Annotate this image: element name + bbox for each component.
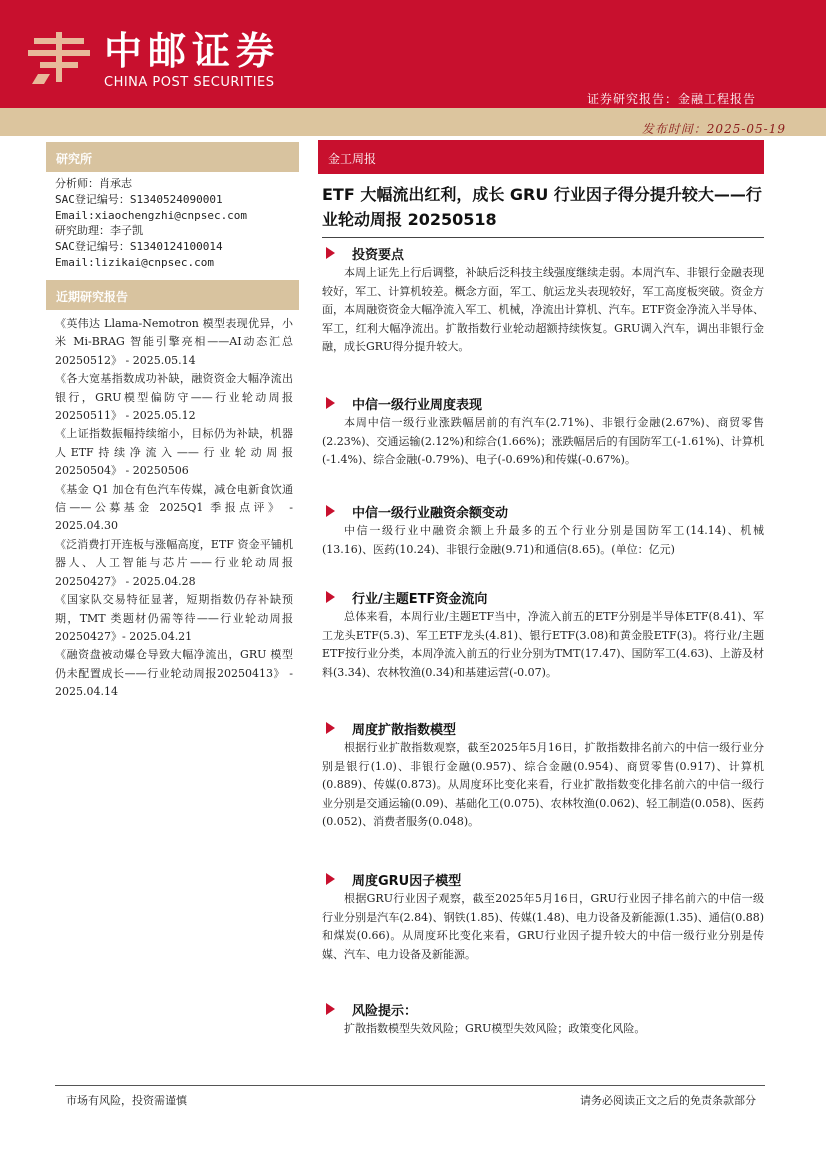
footer-risk-note: 市场有风险，投资需谨慎 [66, 1094, 187, 1107]
section-risk-warning [322, 998, 764, 1039]
analyst-info [55, 176, 295, 271]
section-title: 中信一级行业融资余额变动 [352, 506, 509, 521]
section-bullet-icon [326, 247, 335, 259]
section-bullet-icon [326, 591, 335, 603]
analyst-line: SAC登记编号：S1340524090001 [55, 192, 223, 206]
section-margin-balance [322, 500, 764, 559]
section-title: 风险提示： [352, 1004, 418, 1019]
footer-divider [55, 1085, 765, 1086]
section-body: 本周上证先上行后调整，补缺后泛科技主线强度继续走弱。本周汽车、非银行金融表现较好，军工、计算机较差。概念方面，军工、航运龙头表现较好，军工高度板突破。资金方面，本周融资资金大幅净流入军工、机械，净流出计算机、汽车。ETF资金净流入半导体、军工，红利大幅净流出。扩散指数行业轮动超额持续恢复。GRU调入汽车，调出非银行金融，成长GRU得分提升较大。 [322, 266, 764, 354]
page-title: ETF 大幅流出红利，成长 GRU 行业因子得分提升较大——行业轮动周报 20250518 [322, 185, 762, 229]
section-body: 根据行业扩散指数观察，截至2025年5月16日，扩散指数排名前六的中信一级行业分别是银行(1.0)、非银行金融(0.957)、综合金融(0.954)、商贸零售(0.917)、计算机(0.889)、传媒(0.873)。从周度环比变化来看，行业扩散指数变化排名前六的中信一级行业分别是交通运输(0.09)、基础化工(0.075)、农林牧渔(0.062)、轻工制造(0.058)、医药(0.052)、消费者服务(0.048)。 [322, 741, 764, 829]
china-post-logo-icon [28, 28, 90, 86]
brand-name-en: CHINA POST SECURITIES [104, 75, 275, 90]
recent-report-item[interactable]: 《基金 Q1 加仓有色汽车传媒，减仓电新食饮通信——公募基金 2025Q1 季报点评》 - 2025.04.30 [55, 482, 293, 533]
section-bullet-icon [326, 1003, 335, 1015]
report-tag: 金工周报 [318, 140, 764, 174]
section-industry-performance [322, 392, 764, 470]
recent-report-item[interactable]: 《各大宽基指数成功补缺，融资资金大幅净流出银行，GRU模型偏防守——行业轮动周报20250511》 - 2025.05.12 [55, 372, 293, 423]
section-investment-highlights [322, 242, 764, 357]
institute-heading: 研究所 [46, 142, 299, 172]
section-title: 周度GRU因子模型 [352, 874, 462, 889]
section-gru-factor [322, 868, 764, 964]
brand-name-cn: 中邮证券 [104, 29, 281, 73]
section-bullet-icon [326, 873, 335, 885]
recent-report-item[interactable]: 《国家队交易特征显著，短期指数仍存补缺预期，TMT 类题材仍需等待——行业轮动周报20250427》- 2025.04.21 [55, 593, 293, 643]
section-body: 中信一级行业中融资余额上升最多的五个行业分别是国防军工(14.14)、机械(13.16)、医药(10.24)、非银行金融(9.71)和通信(8.65)。(单位：亿元) [322, 524, 764, 556]
section-bullet-icon [326, 722, 335, 734]
section-title: 中信一级行业周度表现 [352, 398, 483, 413]
section-bullet-icon [326, 397, 335, 409]
analyst-line: 研究助理：李子凯 [55, 224, 143, 238]
section-title: 行业/主题ETF资金流向 [352, 592, 488, 607]
recent-report-item[interactable]: 《泛消费打开连板与涨幅高度，ETF 资金平铺机器人、人工智能与芯片——行业轮动周报20250427》 - 2025.04.28 [55, 537, 293, 588]
section-body: 扩散指数模型失效风险；GRU模型失效风险；政策变化风险。 [344, 1022, 646, 1035]
recent-report-item[interactable]: 《英伟达 Llama-Nemotron 模型表现优异，小米 Mi-BRAG 智能引擎亮相——AI动态汇总20250512》 - 2025.05.14 [55, 317, 293, 367]
publish-date: 发布时间：2025-05-19 [641, 122, 786, 136]
recent-reports-heading: 近期研究报告 [46, 280, 299, 310]
section-body: 本周中信一级行业涨跌幅居前的有汽车(2.71%)、非银行金融(2.67%)、商贸零售(2.23%)、交通运输(2.12%)和综合(1.66%)；涨跌幅居后的有国防军工(-1.61%)、计算机(-1.4%)、综合金融(-0.79%)、电子(-0.69%)和传媒(-0.67%)。 [322, 416, 764, 467]
recent-report-item[interactable]: 《上证指数振幅持续缩小，目标仍为补缺，机器人ETF持续净流入——行业轮动周报20250504》 - 20250506 [55, 427, 293, 478]
footer-disclaimer-note: 请务必阅读正文之后的免责条款部分 [580, 1094, 756, 1107]
title-divider [322, 237, 764, 238]
analyst-line: 分析师：肖承志 [55, 177, 132, 190]
report-type: 证券研究报告：金融工程报告 [586, 92, 756, 106]
section-bullet-icon [326, 505, 335, 517]
analyst-email[interactable]: Email:xiaochengzhi@cnpsec.com [55, 208, 248, 222]
section-diffusion-index [322, 717, 764, 832]
section-body: 根据GRU行业因子观察，截至2025年5月16日，GRU行业因子排名前六的中信一级行业分别是汽车(2.84)、钢铁(1.85)、传媒(1.48)、电力设备及新能源(1.35)、通信(0.88)和煤炭(0.66)。从周度环比变化来看，GRU行业因子提升较大的中信一级行业分别是传媒、汽车、电力设备及新能源。 [322, 892, 764, 961]
section-etf-flows [322, 586, 764, 682]
recent-report-item[interactable]: 《融资盘被动爆仓导致大幅净流出，GRU 模型仍未配置成长——行业轮动周报20250413》 - 2025.04.14 [55, 648, 293, 699]
section-body: 总体来看，本周行业/主题ETF当中，净流入前五的ETF分别是半导体ETF(8.41)、军工龙头ETF(5.3)、军工ETF龙头(4.81)、银行ETF(3.08)和黄金股ETF(3)。将行业/主题ETF按行业分类，本周净流入前五的行业分别为TMT(17.47)、国防军工(4.63)、上游及材料(3.34)、农林牧渔(0.34)和基建运营(-0.07)。 [322, 610, 764, 679]
recent-reports-list [55, 315, 293, 702]
analyst-email[interactable]: Email:lizikai@cnpsec.com [55, 255, 214, 269]
section-title: 投资要点 [352, 248, 405, 263]
section-title: 周度扩散指数模型 [352, 723, 457, 738]
analyst-line: SAC登记编号：S1340124100014 [55, 240, 223, 254]
